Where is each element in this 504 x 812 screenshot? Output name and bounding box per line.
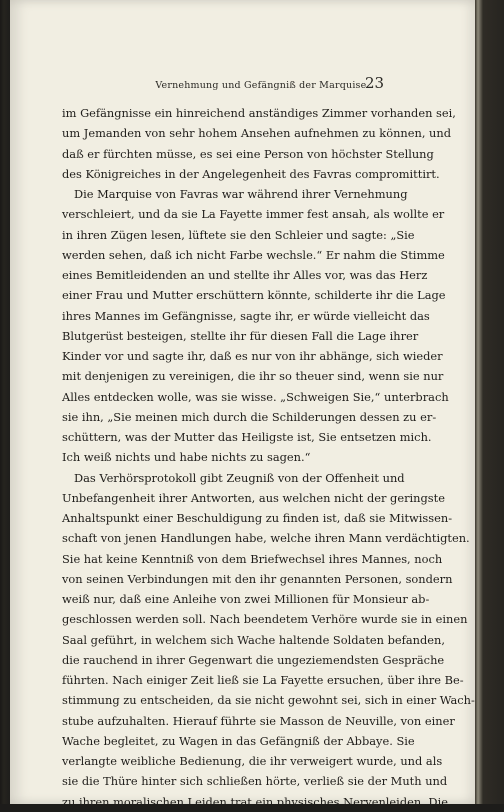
text-line: Die Marquise von Favras war während ihrer Vernehmung — [74, 187, 408, 201]
book-page — [10, 0, 475, 809]
text-line: verschleiert, und da sie La Fayette immer fest ansah, als wollte er — [62, 207, 445, 222]
text-line: daß er fürchten müsse, es sei eine Person von höchster Stellung — [62, 146, 434, 161]
text-line: Saal geführt, in welchem sich Wache haltende Soldaten befanden, — [62, 632, 445, 647]
text-line: Alles entdecken wolle, was sie wisse. „Schweigen Sie,“ unterbrach — [62, 389, 449, 404]
text-line: in ihren Zügen lesen, lüftete sie den Schleier und sagte: „Sie — [62, 227, 415, 242]
text-line: des Königreiches in der Angelegenheit des Favras compromittirt. — [62, 166, 440, 181]
text-line: Unbefangenheit ihrer Antworten, aus welchen nicht der geringste — [62, 490, 445, 505]
text-line: Ich weiß nichts und habe nichts zu sagen.“ — [62, 450, 311, 465]
page-number: 23 — [365, 74, 385, 92]
text-line: sie ihn, „Sie meinen mich durch die Schilderungen dessen zu er- — [62, 409, 437, 424]
text-line: die rauchend in ihrer Gegenwart die ungeziemendsten Gespräche — [62, 652, 445, 667]
text-line: Anhaltspunkt einer Beschuldigung zu finden ist, daß sie Mitwissen- — [62, 511, 453, 525]
text-line: stube aufzuhalten. Hierauf führte sie Masson de Neuville, von einer — [62, 713, 455, 728]
text-line: zu ihren moralischen Leiden trat ein physisches Nervenleiden. Die — [62, 794, 448, 809]
text-line: von seinen Verbindungen mit den ihr genannten Personen, sondern — [62, 571, 453, 586]
text-line: geschlossen werden soll. Nach beendetem Verhöre wurde sie in einen — [62, 612, 468, 627]
text-line: verlangte weibliche Bedienung, die ihr verweigert wurde, und als — [62, 754, 443, 768]
text-line: Blutgerüst besteigen, stellte ihr für diesen Fall die Lage ihrer — [62, 328, 419, 343]
text-line: schüttern, was der Mutter das Heiligste ist, Sie entsetzen mich. — [62, 430, 432, 444]
text-line: Wache begleitet, zu Wagen in das Gefängniß der Abbaye. Sie — [62, 733, 415, 748]
text-line: Das Verhörsprotokoll gibt Zeugniß von der Offenheit und — [74, 470, 405, 485]
text-line: um Jemanden von sehr hohem Ansehen aufnehmen zu können, und — [62, 126, 452, 141]
text-line: Kinder vor und sagte ihr, daß es nur von ihr abhänge, sich wieder — [62, 349, 443, 363]
text-line: mit denjenigen zu vereinigen, die ihr so theuer sind, wenn sie nur — [62, 369, 444, 384]
page-edge — [475, 0, 504, 804]
text-line: werden sehen, daß ich nicht Farbe wechsle.“ Er nahm die Stimme — [62, 247, 445, 262]
text-line: Sie hat keine Kenntniß von dem Briefwechsel ihres Mannes, noch — [62, 551, 443, 566]
text-line: weiß nur, daß eine Anleihe von zwei Millionen für Monsieur ab- — [62, 592, 430, 606]
text-line: im Gefängnisse ein hinreichend anständiges Zimmer vorhanden sei, — [62, 106, 456, 120]
text-line: eines Bemitleidenden an und stellte ihr Alles vor, was das Herz — [62, 268, 428, 282]
body-text — [62, 103, 475, 812]
text-line: einer Frau und Mutter erschüttern könnte, schilderte ihr die Lage — [62, 288, 446, 303]
text-line: stimmung zu entscheiden, da sie nicht gewohnt sei, sich in einer Wach- — [62, 693, 475, 708]
text-line: sie die Thüre hinter sich schließen hörte, verließ sie der Muth und — [62, 774, 448, 789]
running-title: Vernehmung und Gefängniß der Marquise. — [155, 80, 370, 91]
text-line: führten. Nach einiger Zeit ließ sie La Fayette ersuchen, über ihre Be- — [62, 673, 464, 687]
text-line: ihres Mannes im Gefängnisse, sagte ihr, er würde vielleicht das — [62, 308, 430, 323]
text-line: schaft von jenen Handlungen habe, welche ihren Mann verdächtigten. — [62, 531, 470, 546]
